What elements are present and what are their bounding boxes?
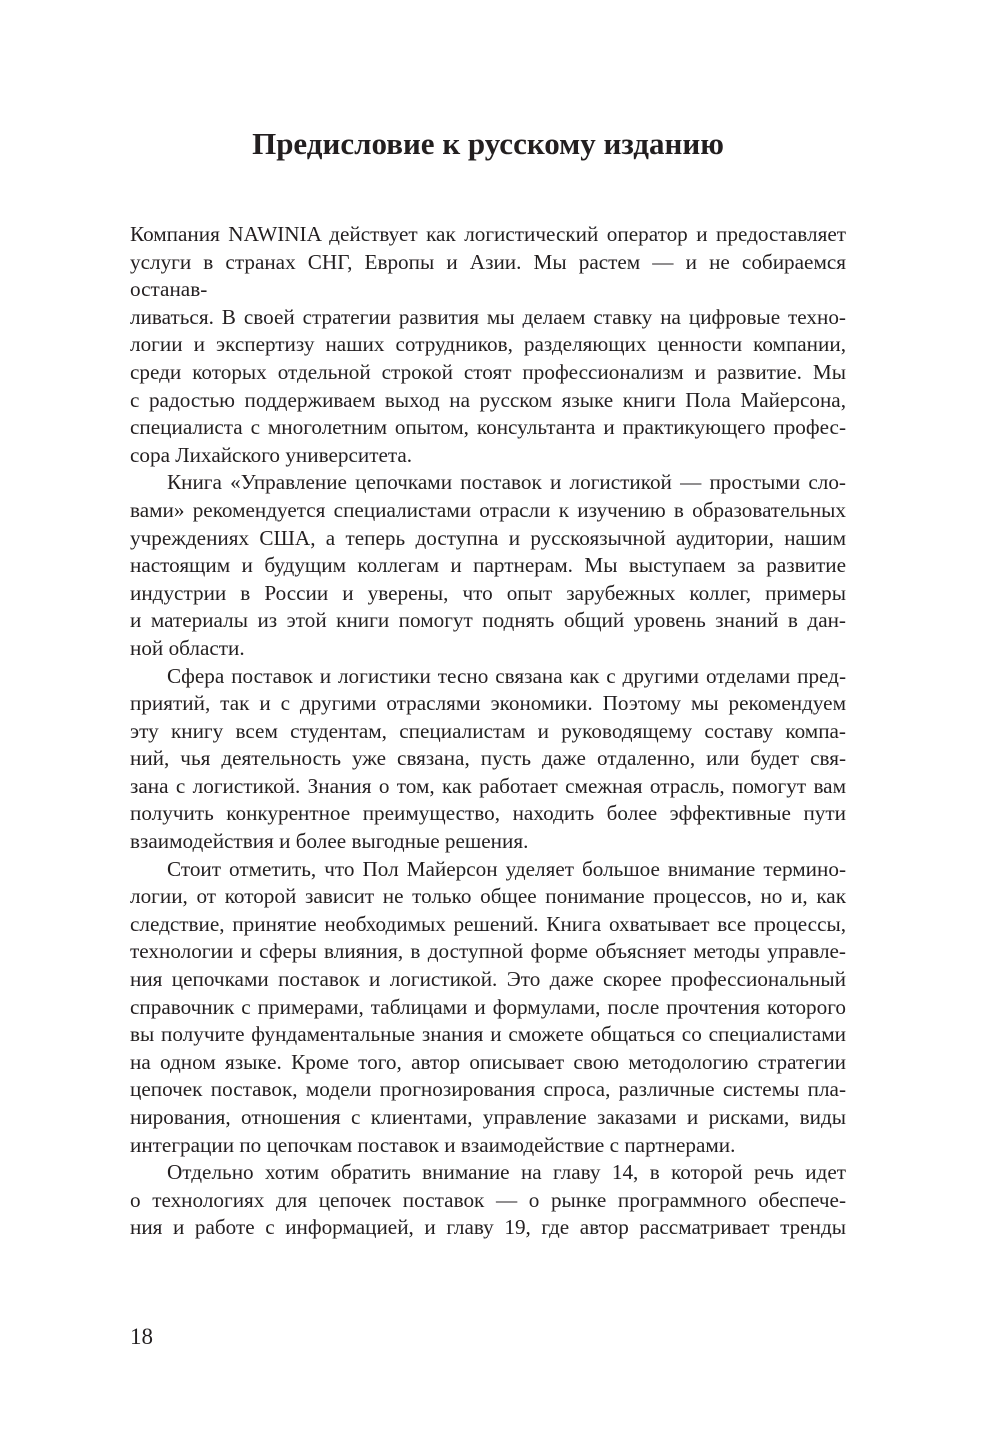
text-line: логии и экспертизу наших сотрудников, разделяющих ценности компании, — [130, 332, 846, 357]
text-line: вы получите фундаментальные знания и сможете общаться со специалистами — [130, 1022, 846, 1047]
text-line: зана с логистикой. Знания о том, как работает смежная отрасль, помогут вам — [130, 773, 846, 798]
text-line: с радостью поддерживаем выход на русском языке книги Пола Майерсона, — [130, 387, 846, 412]
text-line: технологии и сферы влияния, в доступной форме объясняет методы управле- — [130, 939, 846, 964]
paragraph-4-last-line — [130, 1132, 846, 1160]
text-line: услуги в странах СНГ, Европы и Азии. Мы растем — и не собираемся останав- — [130, 249, 846, 302]
text-line: Стоит отметить, что Пол Майерсон уделяет большое внимание термино- — [167, 856, 846, 881]
paragraph-3 — [130, 663, 846, 829]
text-line: эту книгу всем студентам, специалистам и руководящему составу компа- — [130, 718, 846, 743]
paragraph-4 — [130, 856, 846, 1132]
text-line: специалиста с многолетним опытом, консультанта и практикующего профес- — [130, 415, 846, 440]
paragraph-2-last-line — [130, 635, 846, 663]
text-line: следствие, принятие необходимых решений. Книга охватывает все процессы, — [130, 911, 846, 936]
text-line: вами» рекомендуется специалистами отрасли к изучению в образовательных — [130, 497, 846, 522]
paragraph-2 — [130, 469, 846, 635]
text-line: настоящим и будущим коллегам и партнерам. Мы выступаем за развитие — [130, 553, 846, 578]
paragraph-3-last-line — [130, 828, 846, 856]
text-line: ния и работе с информацией, и главу 19, где автор рассматривает тренды — [130, 1215, 846, 1240]
text-line: получить конкурентное преимущество, находить более эффективные пути — [130, 801, 846, 826]
text-line: на одном языке. Кроме того, автор описывает свою методологию стратегии — [130, 1049, 846, 1074]
text-line: ний, чья деятельность уже связана, пусть даже отдаленно, или будет свя- — [130, 746, 846, 771]
text-line: ния цепочками поставок и логистикой. Это даже скорее профессиональный — [130, 967, 846, 992]
text-line: Книга «Управление цепочками поставок и логистикой — простыми сло- — [167, 470, 846, 495]
paragraph-1 — [130, 221, 846, 442]
text-line: Отдельно хотим обратить внимание на главу 14, в которой речь идет — [167, 1160, 846, 1185]
text-line: приятий, так и с другими отраслями экономики. Поэтому мы рекомендуем — [130, 691, 846, 716]
body-text — [130, 221, 846, 1242]
text-line: ной области. — [130, 635, 245, 660]
text-line: справочник с примерами, таблицами и формулами, после прочтения которого — [130, 994, 846, 1019]
text-line: нирования, отношения с клиентами, управление заказами и рисками, виды — [130, 1105, 846, 1129]
paragraph-1-last-line — [130, 442, 846, 470]
text-line: индустрии в России и уверены, что опыт зарубежных коллег, примеры — [130, 580, 846, 605]
text-line: взаимодействия и более выгодные решения. — [130, 829, 529, 854]
text-line: цепочек поставок, модели прогнозирования спроса, различные системы пла- — [130, 1077, 846, 1102]
text-line: логии, от которой зависит не только общее понимание процессов, но и, как — [130, 884, 846, 909]
paragraph-5 — [130, 1159, 846, 1242]
text-line: интеграции по цепочкам поставок и взаимодействие с партнерами. — [130, 1132, 736, 1157]
text-line: Компания NAWINIA действует как логистический оператор и предоставляет — [130, 222, 846, 246]
page-title: Предисловие к русскому изданию — [252, 126, 724, 161]
text-line: среди которых отдельной строкой стоят профессионализм и развитие. Мы — [130, 359, 846, 384]
text-line: учреждениях США, а теперь доступна и русскоязычной аудитории, нашим — [130, 525, 846, 550]
page-number: 18 — [130, 1324, 153, 1349]
text-line: сора Лихайского университета. — [130, 442, 413, 467]
text-line: о технологиях для цепочек поставок — о рынке программного обеспече- — [130, 1187, 846, 1212]
text-line: ливаться. В своей стратегии развития мы делаем ставку на цифровые техно- — [130, 304, 846, 329]
text-line: и материалы из этой книги помогут поднять общий уровень знаний в дан- — [130, 608, 846, 633]
text-line: Сфера поставок и логистики тесно связана как с другими отделами пред- — [167, 663, 846, 688]
